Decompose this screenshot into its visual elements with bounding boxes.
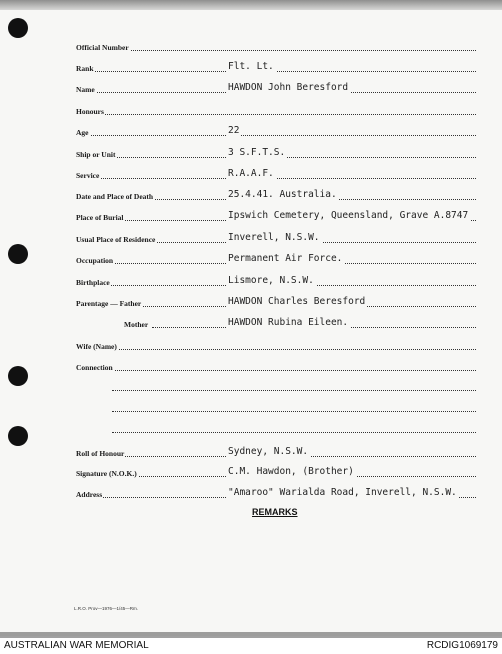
blank-line <box>112 410 476 412</box>
field-date-place-of-death <box>76 187 476 201</box>
field-signature <box>76 464 476 478</box>
footer-source: AUSTRALIAN WAR MEMORIAL <box>4 640 149 651</box>
field-value: HAWDON Charles Beresford <box>228 296 366 307</box>
field-label: Ship or Unit <box>76 150 116 159</box>
field-value: 25.4.41. Australia. <box>228 189 337 200</box>
field-connection <box>76 358 476 372</box>
field-value: Sydney, N.S.W. <box>228 446 309 457</box>
field-rank <box>76 59 476 73</box>
field-label: Mother <box>124 320 149 329</box>
field-place-of-burial <box>76 208 476 222</box>
field-value: R.A.A.F. <box>228 168 274 179</box>
field-occupation <box>76 251 476 265</box>
blank-line <box>112 389 476 391</box>
punch-hole <box>8 244 28 264</box>
field-value: Lismore, N.S.W. <box>228 275 314 286</box>
remarks-heading: REMARKS <box>252 507 298 517</box>
field-value: Permanent Air Force. <box>228 253 343 264</box>
field-honours <box>76 102 476 116</box>
scan-edge-bottom <box>0 632 502 638</box>
field-label: Address <box>76 490 103 499</box>
field-label: Occupation <box>76 256 114 265</box>
field-value: C.M. Hawdon, (Brother) <box>228 466 354 477</box>
punch-hole <box>8 426 28 446</box>
field-value: "Amaroo" Warialda Road, Inverell, N.S.W. <box>228 487 457 498</box>
field-age <box>76 123 476 137</box>
field-service <box>76 166 476 180</box>
field-label: Name <box>76 85 95 94</box>
field-value: HAWDON Rubina Eileen. <box>228 317 349 328</box>
field-value: Ipswich Cemetery, Queensland, Grave A.8747 <box>228 210 469 221</box>
field-label: Service <box>76 171 100 180</box>
field-value: 3 S.F.T.S. <box>228 147 286 158</box>
field-usual-residence <box>76 230 476 244</box>
field-label: Signature (N.O.K.) <box>76 469 137 478</box>
field-value: 22 <box>228 125 240 136</box>
field-label: Usual Place of Residence <box>76 235 156 244</box>
field-value: HAWDON John Beresford <box>228 82 349 93</box>
field-label: Rank <box>76 64 94 73</box>
field-father <box>76 294 476 308</box>
field-label: Official Number <box>76 43 129 52</box>
field-birthplace <box>76 273 476 287</box>
field-roll-of-honour <box>76 444 476 458</box>
field-label: Connection <box>76 363 113 372</box>
footer-record-id: RCDIG1069179 <box>426 640 498 651</box>
field-label: Roll of Honour <box>76 449 125 458</box>
field-label: Honours <box>76 107 104 116</box>
field-name <box>76 80 476 94</box>
field-value: Inverell, N.S.W. <box>228 232 320 243</box>
field-label: Wife (Name) <box>76 342 117 351</box>
field-official-number <box>76 38 476 52</box>
field-value: Flt. Lt. <box>228 61 274 72</box>
field-label: Date and Place of Death <box>76 192 154 201</box>
punch-hole <box>8 18 28 38</box>
blank-line <box>112 431 476 433</box>
scan-edge-top <box>0 0 502 10</box>
field-label: Birthplace <box>76 278 110 287</box>
field-mother <box>76 315 476 329</box>
field-label: Age <box>76 128 89 137</box>
field-label: Place of Burial <box>76 213 124 222</box>
field-ship-or-unit <box>76 145 476 159</box>
punch-hole <box>8 366 28 386</box>
field-wife <box>76 337 476 351</box>
field-label: Parentage — Father <box>76 299 142 308</box>
print-code: L.R.O. Prov—1976—1/45—Rm. <box>74 606 139 611</box>
field-address <box>76 485 476 499</box>
